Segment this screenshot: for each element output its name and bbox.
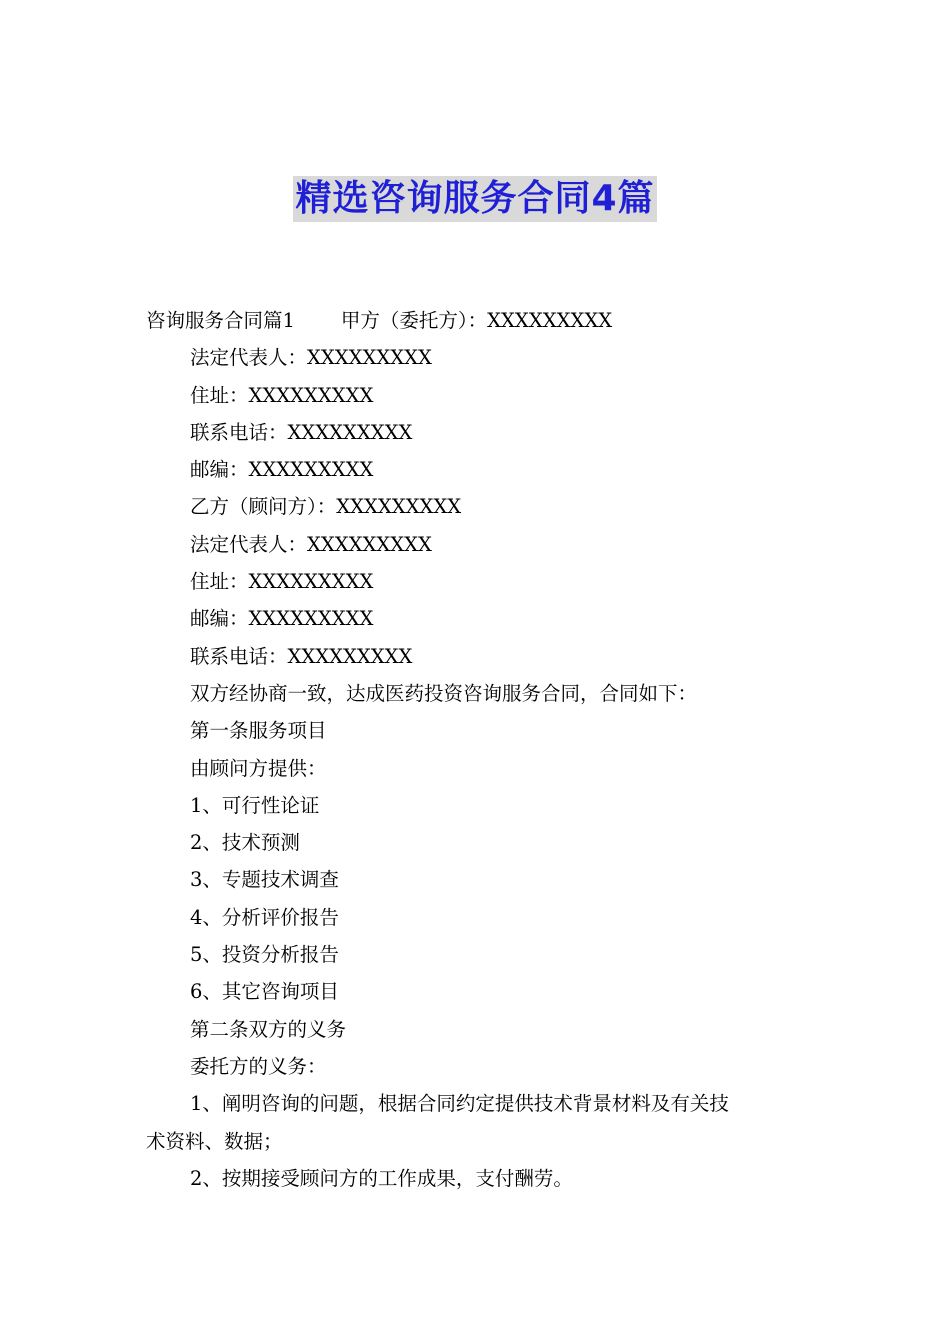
text-line: 邮编：XXXXXXXXX (190, 458, 374, 482)
text-line: 住址：XXXXXXXXX (190, 570, 374, 594)
text-line: 由顾问方提供： (190, 756, 327, 780)
text-line: 5、投资分析报告 (190, 943, 339, 967)
text-line: 第一条服务项目 (190, 719, 327, 743)
text-line: 邮编：XXXXXXXXX (190, 607, 374, 631)
text-line: 乙方（顾问方）：XXXXXXXXX (190, 495, 462, 519)
title-wrap (0, 176, 950, 222)
contract-heading: 咨询服务合同篇1 (146, 309, 295, 332)
text-line: 住址：XXXXXXXXX (190, 383, 374, 407)
text-line: 4、分析评价报告 (190, 905, 339, 929)
text-line: 联系电话：XXXXXXXXX (190, 644, 413, 668)
text-line: 3、专题技术调查 (190, 868, 339, 892)
paragraph-line: 1、阐明咨询的问题，根据合同约定提供技术背景材料及有关技 (190, 1092, 729, 1116)
paragraph-continuation: 术资料、数据； (146, 1129, 283, 1153)
text-line: 委托方的义务： (190, 1054, 327, 1078)
text-line: 法定代表人：XXXXXXXXX (190, 346, 432, 370)
text-line: 1、可行性论证 (190, 793, 320, 817)
party-a-label: 甲方（委托方）：XXXXXXXXX (340, 309, 613, 332)
text-line: 法定代表人：XXXXXXXXX (190, 532, 432, 556)
text-line: 第二条双方的义务 (190, 1017, 347, 1041)
text-line: 6、其它咨询项目 (190, 980, 339, 1004)
text-line: 联系电话：XXXXXXXXX (190, 420, 413, 444)
contract-body (146, 302, 810, 1197)
text-line: 2、技术预测 (190, 831, 300, 855)
document-title: 精选咨询服务合同4篇 (293, 176, 656, 222)
first-line (146, 302, 810, 339)
text-line: 2、按期接受顾问方的工作成果，支付酬劳。 (190, 1166, 573, 1190)
text-line: 双方经协商一致，达成医药投资咨询服务合同，合同如下： (190, 681, 698, 705)
